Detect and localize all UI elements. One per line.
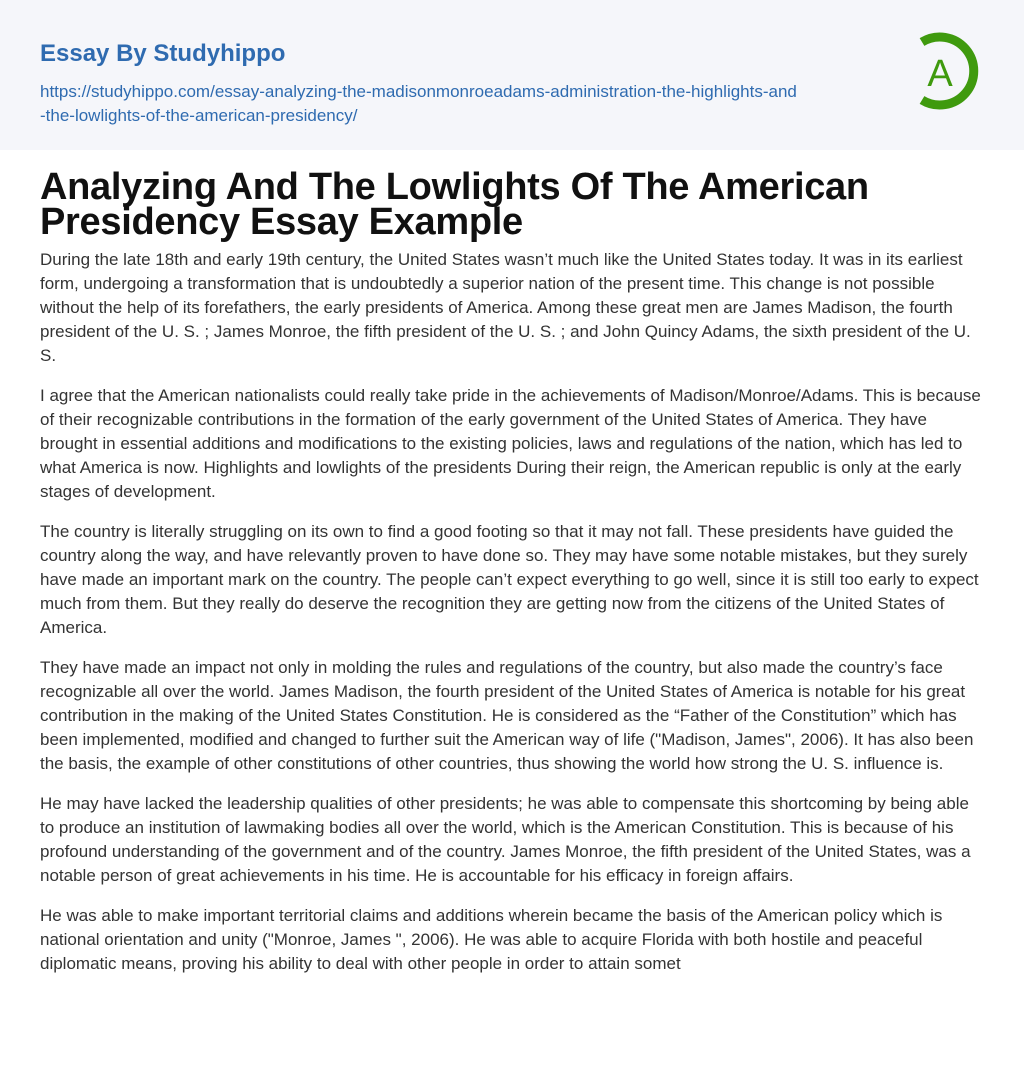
paragraph-4: They have made an impact not only in molding the rules and regulations of the country, but also made the country’s face recognizable all over the world. James Madison, the fourth president of the United States of America is notable for his great contribution in the making of the United States Constitution. He is considered as the “Father of the Constitution” which has been implemented, modified and changed to further suit the American way of life ("Madison, James", 2006). It has also been the basis, the example of other constitutions of other countries, thus showing the world how strong the U. S. influence is. [40, 658, 974, 773]
paragraph-1: During the late 18th and early 19th century, the United States wasn’t much like the United States today. It was in its earliest form, undergoing a transformation that is undoubtedly a superior nation of the present time. This change is not possible without the help of its forefathers, the early presidents of America. Among these great men are James Madison, the fourth president of the U. S. ; James Monroe, the fifth president of the U. S. ; and John Quincy Adams, the sixth president of the U. S. [40, 250, 971, 365]
site-header [0, 0, 1024, 150]
paragraph-5: He may have lacked the leadership qualities of other presidents; he was able to compensate this shortcoming by being able to produce an institution of lawmaking bodies all over the world, which is the American Constitution. This is because of his profound understanding of the government and of the country. James Monroe, the fifth president of the United States, was a notable person of great achievements in his time. He is accountable for his efficacy in foreign affairs. [40, 794, 971, 885]
logo-letter: A [927, 53, 953, 95]
paragraph-2: I agree that the American nationalists could really take pride in the achievements of Madison/Monroe/Adams. This is because of their recognizable contributions in the formation of the early government of the United States of America. They have brought in essential additions and modifications to the existing policies, laws and regulations of the nation, which has led to what America is now. Highlights and lowlights of the presidents During their reign, the American republic is only at the early stages of development. [40, 386, 981, 501]
paragraph-6: He was able to make important territorial claims and additions wherein became the basis of the American policy which is national orientation and unity ("Monroe, James ", 2006). He was able to acquire Florida with both hostile and peaceful diplomatic means, proving his ability to deal with other people in order to attain somet [40, 906, 943, 973]
brand-title: Essay By Studyhippo [40, 40, 286, 67]
essay-url-link[interactable]: https://studyhippo.com/essay-analyzing-the-madisonmonroeadams-administration-the-highlights-and-the-lowlights-of-the-american-presidency/ [40, 82, 797, 125]
page-title: Analyzing And The Lowlights Of The American Presidency Essay Example [40, 166, 869, 243]
paragraph-3: The country is literally struggling on its own to find a good footing so that it may not fall. These presidents have guided the country along the way, and have relevantly proven to have done so. They may have some notable mistakes, but they surely have made an important mark on the country. The people can’t expect everything to go well, since it is still too early to expect much from them. But they really do deserve the recognition they are getting now from the citizens of the United States of America. [40, 522, 979, 637]
article [0, 150, 1024, 976]
studyhippo-logo-icon [912, 28, 986, 114]
